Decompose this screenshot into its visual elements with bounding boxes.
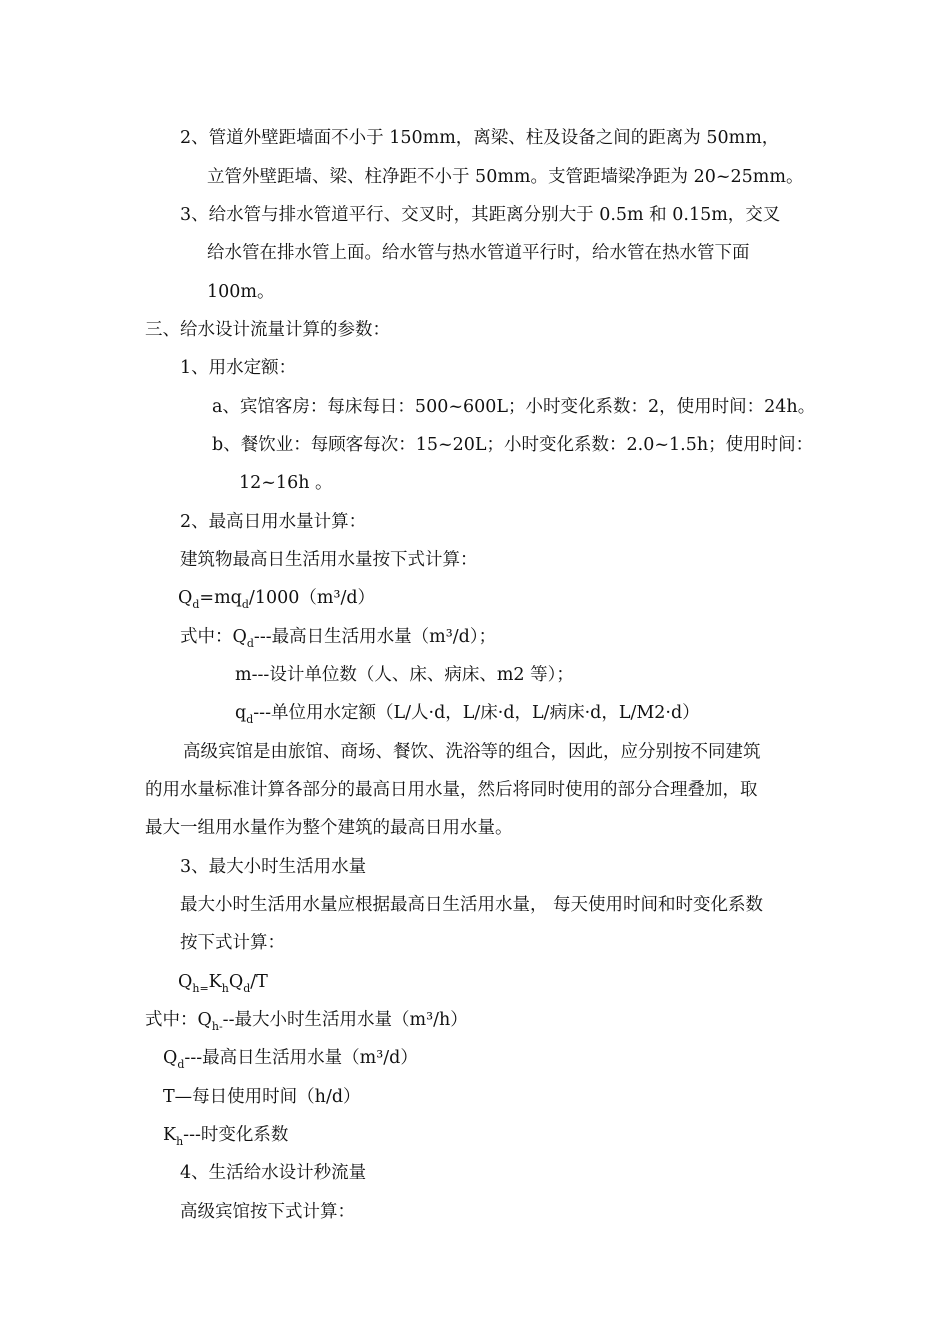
paragraph-line: 最大一组用水量作为整个建筑的最高日用水量。 — [145, 818, 513, 838]
text-line: 最大小时生活用水量应根据最高日生活用水量， 每天使用时间和时变化系数 — [180, 895, 764, 915]
formula-line: $Q_{h=}K_hQ_d/T$ — [178, 972, 268, 995]
list-item: a、宾馆客房：每床每日：500~600L；小时变化系数：2，使用时间：24h。 — [212, 397, 816, 417]
formula-line: $Q_d=mq_d/1000(m^3/d)$ — [178, 588, 376, 611]
text-line: 立管外壁距墙、梁、柱净距不小于 50mm。支管距墙梁净距为 20~25mm。 — [207, 167, 804, 187]
text-line: 按下式计算： — [180, 933, 285, 953]
formula-definition: $q_d---$单位用水定额（L/人·d，L/床·d，L/病床·d，L/M2·d） — [235, 703, 700, 726]
subsection-heading: 2、最高日用水量计算： — [180, 512, 367, 532]
text-line: 高级宾馆按下式计算： — [180, 1202, 355, 1222]
subsection-heading: 3、最大小时生活用水量 — [180, 857, 367, 877]
paragraph-line: 的用水量标准计算各部分的最高日用水量，然后将同时使用的部分合理叠加，取 — [145, 780, 758, 800]
subsection-heading: 1、用水定额： — [180, 358, 297, 378]
text-line: 2、管道外壁距墙面不小于 150mm，离梁、柱及设备之间的距离为 50mm， — [180, 128, 780, 148]
text-line: 100m。 — [207, 282, 275, 302]
paragraph-line: 高级宾馆是由旅馆、商场、餐饮、洗浴等的组合，因此，应分别按不同建筑 — [183, 742, 761, 762]
formula-definition: $K_h---$时变化系数 — [163, 1125, 289, 1148]
text-line: 12~16h 。 — [239, 473, 333, 493]
formula-definition: 式中：$Q_d---$最高日生活用水量（m³/d）； — [180, 627, 497, 650]
text-line: 3、给水管与排水管道平行、交叉时，其距离分别大于 0.5m 和 0.15m，交叉 — [180, 205, 781, 225]
formula-definition: T—每日使用时间（h/d） — [163, 1087, 361, 1107]
subsection-heading: 4、生活给水设计秒流量 — [180, 1163, 367, 1183]
text-line: 给水管在排水管上面。给水管与热水管道平行时，给水管在热水管下面 — [207, 243, 750, 263]
formula-definition: m---设计单位数（人、床、病床、m2 等）； — [235, 665, 574, 685]
formula-definition: 式中：$Q_{h-}--$最大小时生活用水量（m³/h） — [145, 1010, 468, 1033]
text-line: 建筑物最高日生活用水量按下式计算： — [180, 550, 478, 570]
list-item: b、餐饮业：每顾客每次：15~20L；小时变化系数：2.0~1.5h；使用时间： — [212, 435, 814, 455]
formula-definition: $Q_d---$最高日生活用水量（m³/d） — [163, 1048, 418, 1071]
section-heading: 三、给水设计流量计算的参数： — [145, 320, 390, 340]
